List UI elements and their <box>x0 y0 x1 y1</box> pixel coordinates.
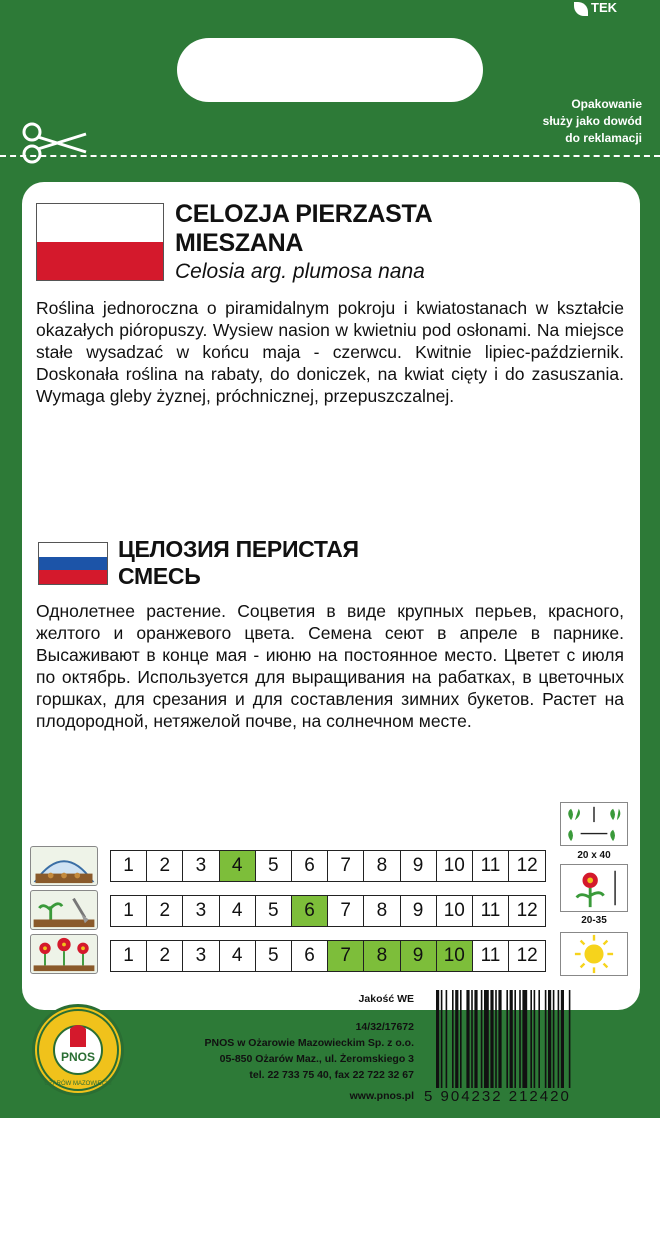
month-cell: 2 <box>147 851 183 881</box>
company-address: 05-850 Ożarów Maz., ul. Żeromskiego 3 <box>219 1053 414 1065</box>
barcode-bar <box>510 990 513 1088</box>
month-cell: 12 <box>509 851 545 881</box>
month-cell: 2 <box>147 941 183 971</box>
month-cell: 9 <box>401 851 437 881</box>
registration-number: 14/32/17672 <box>355 1021 414 1033</box>
month-cell: 8 <box>364 896 400 926</box>
month-cell: 6 <box>292 896 328 926</box>
barcode-bar <box>522 990 527 1088</box>
barcode-bar <box>553 990 555 1088</box>
month-cell: 11 <box>473 941 509 971</box>
proof-note-line: do reklamacji <box>565 131 642 145</box>
flowering-icon <box>30 934 98 974</box>
month-cell: 12 <box>509 896 545 926</box>
month-cell: 11 <box>473 851 509 881</box>
barcode-bar <box>506 990 508 1088</box>
month-cell: 4 <box>220 941 256 971</box>
month-cell: 6 <box>292 941 328 971</box>
month-cell: 1 <box>111 896 147 926</box>
quality-mark: Jakość WE <box>358 993 414 1005</box>
russian-flag-icon <box>38 542 108 585</box>
company-website: www.pnos.pl <box>349 1090 414 1102</box>
leaf-icon <box>574 2 588 16</box>
company-phone: tel. 22 733 75 40, fax 22 722 32 67 <box>249 1069 414 1081</box>
complaint-proof-note <box>502 96 642 147</box>
month-cell: 2 <box>147 896 183 926</box>
russian-title-line: ЦЕЛОЗИЯ ПЕРИСТАЯ <box>118 536 359 562</box>
barcode-bar <box>466 990 469 1088</box>
plant-spacing-icon <box>560 802 628 846</box>
svg-text:OŻARÓW MAZOWIECKI: OŻARÓW MAZOWIECKI <box>44 1081 112 1087</box>
greenhouse-sowing-icon <box>30 846 98 886</box>
month-cell: 10 <box>437 851 473 881</box>
month-cell: 1 <box>111 941 147 971</box>
latin-name: Celosia arg. plumosa nana <box>175 260 425 283</box>
brand-text: TEK <box>591 0 617 15</box>
barcode-bar <box>455 990 458 1088</box>
month-cell: 5 <box>256 851 292 881</box>
pnos-logo-emblem-icon <box>35 1007 121 1093</box>
barcode-bar <box>436 990 439 1088</box>
russian-description: Однолетнее растение. Соцветия в виде крупных перьев, красного, желтого и оранжевого цвета. Семена сеют в апреле в парнике. Высаживают в конце мая - июню на постоянное место. Цветет с июля по октябрь. Используется для выращивания на рабатках, в цветочных горшках, для срезания и для составления зимних букетов. Растет на плодородной, нетяжелой почве, на солнечном месте. <box>36 601 624 731</box>
month-cell: 8 <box>364 851 400 881</box>
russian-title-line: СМЕСЬ <box>118 563 201 589</box>
barcode-bar <box>471 990 473 1088</box>
barcode-bar <box>446 990 448 1088</box>
month-cell: 4 <box>220 896 256 926</box>
month-cell: 6 <box>292 851 328 881</box>
barcode-bar <box>484 990 489 1088</box>
barcode-bar <box>569 990 571 1088</box>
barcode-bar <box>558 990 560 1088</box>
month-cell: 5 <box>256 896 292 926</box>
month-cell: 4 <box>220 851 256 881</box>
polish-description: Roślina jednoroczna o piramidalnym pokroju i kwiatostanach w kształcie okazałych pióropuszy. Wysiew nasion w kwietniu pod osłonami. Na miejsce stałe wysadzać w końcu maja - czerwcu. Kwitnie lipiec-październik. Doskonała roślina na rabaty, do doniczek, na kwiat cięty i do zasuszania. Wymaga gleby żyznej, próchnicznej, przepuszczalnej. <box>36 298 624 406</box>
month-cell: 8 <box>364 941 400 971</box>
month-cell: 12 <box>509 941 545 971</box>
barcode-bar <box>474 990 477 1088</box>
company-name: PNOS w Ożarowie Mazowieckim Sp. z o.o. <box>204 1037 414 1049</box>
proof-note-line: służy jako dowód <box>542 114 642 128</box>
month-cell: 7 <box>328 896 364 926</box>
month-cell: 7 <box>328 851 364 881</box>
barcode-bar <box>460 990 462 1088</box>
russian-title <box>118 536 618 590</box>
month-cell: 9 <box>401 896 437 926</box>
barcode-bar <box>545 990 547 1088</box>
calendar-row-planting <box>110 895 546 927</box>
month-cell: 3 <box>183 941 219 971</box>
barcode-bar <box>561 990 564 1088</box>
month-cell: 7 <box>328 941 364 971</box>
brand-mark <box>574 0 617 16</box>
barcode-bar <box>530 990 532 1088</box>
polish-title-line: CELOZJA PIERZASTA <box>175 200 433 228</box>
calendar-row-flowering <box>110 940 546 972</box>
polish-title <box>175 200 615 258</box>
barcode-bar <box>534 990 536 1088</box>
month-cell: 11 <box>473 896 509 926</box>
month-cell: 3 <box>183 896 219 926</box>
sun-icon <box>560 932 628 976</box>
calendar-row-sowing <box>110 850 546 882</box>
month-cell: 1 <box>111 851 147 881</box>
barcode-bar <box>498 990 501 1088</box>
pnos-logo <box>32 1004 124 1096</box>
barcode-digits: 5 904232 212420 <box>424 1088 571 1105</box>
svg-text:PNOS: PNOS <box>60 1050 96 1064</box>
polish-title-line: MIESZANA <box>175 229 304 257</box>
month-cell: 5 <box>256 941 292 971</box>
barcode-bar <box>548 990 551 1088</box>
month-cell: 9 <box>401 941 437 971</box>
plant-height-icon <box>560 864 628 912</box>
barcode-bar <box>490 990 493 1088</box>
proof-note-line: Opakowanie <box>571 97 642 111</box>
month-cell: 10 <box>437 941 473 971</box>
height-label: 20-35 <box>581 915 607 926</box>
barcode-bar <box>519 990 521 1088</box>
barcode-bar <box>481 990 483 1088</box>
barcode-bar <box>452 990 454 1088</box>
planting-out-icon <box>30 890 98 930</box>
cut-line <box>0 155 660 157</box>
hang-hole <box>177 38 483 102</box>
barcode-bar <box>441 990 443 1088</box>
barcode <box>432 990 628 1088</box>
polish-flag-icon <box>36 203 164 281</box>
month-cell: 3 <box>183 851 219 881</box>
spacing-label: 20 x 40 <box>577 850 611 861</box>
month-cell: 10 <box>437 896 473 926</box>
barcode-bar <box>514 990 516 1088</box>
barcode-bar <box>495 990 497 1088</box>
barcode-bar <box>538 990 540 1088</box>
scissors-icon <box>20 122 90 164</box>
